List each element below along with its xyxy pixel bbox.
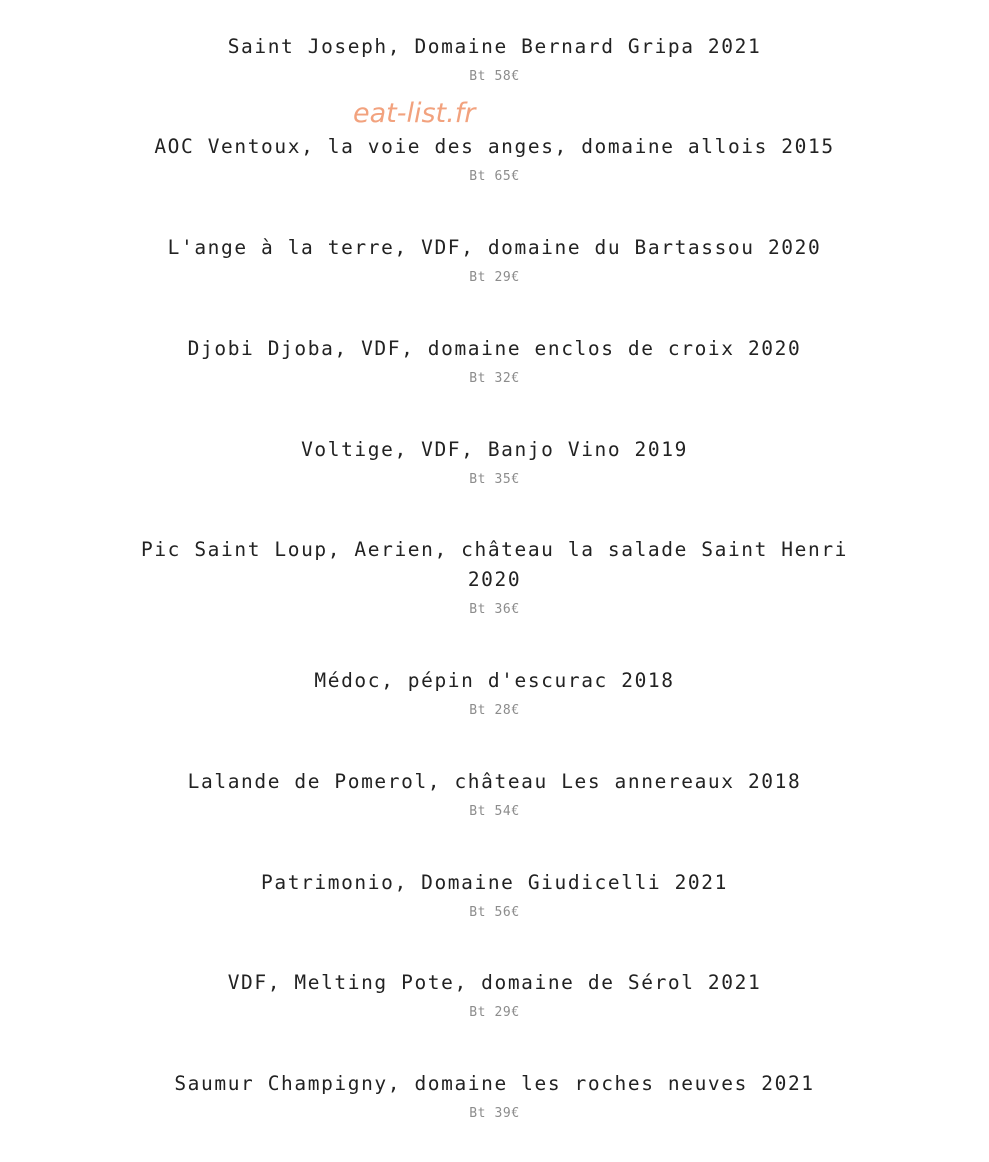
wine-price: Bt 35€ xyxy=(469,472,520,487)
list-item xyxy=(0,968,989,1023)
watermark-logo: eat-list.fr xyxy=(353,98,476,129)
wine-price: Bt 39€ xyxy=(469,1106,520,1121)
wine-name: Saumur Champigny, domaine les roches neuves 2021 xyxy=(174,1072,815,1095)
wine-price: Bt 36€ xyxy=(469,602,520,617)
wine-price: Bt 65€ xyxy=(469,169,520,184)
wine-price: Bt 56€ xyxy=(469,905,520,920)
wine-name: Saint Joseph, Domaine Bernard Gripa 2021 xyxy=(227,35,762,58)
list-item xyxy=(0,435,989,490)
list-item xyxy=(0,32,989,87)
wine-name: Pic Saint Loup, Aerien, château la salade Saint Henri 2020 xyxy=(140,538,849,591)
list-item xyxy=(0,666,989,721)
list-item xyxy=(0,1069,989,1124)
wine-price: Bt 32€ xyxy=(469,371,520,386)
wine-price: Bt 58€ xyxy=(469,69,520,84)
wine-name: L'ange à la terre, VDF, domaine du Bartassou 2020 xyxy=(167,236,822,259)
wine-price: Bt 29€ xyxy=(469,270,520,285)
list-item xyxy=(0,767,989,822)
wine-price: Bt 29€ xyxy=(469,1005,520,1020)
wine-name: VDF, Melting Pote, domaine de Sérol 2021 xyxy=(227,971,762,994)
list-item xyxy=(0,233,989,288)
wine-price: Bt 28€ xyxy=(469,703,520,718)
list-item xyxy=(0,132,989,187)
list-item xyxy=(0,334,989,389)
list-item xyxy=(0,535,989,620)
wine-name: Djobi Djoba, VDF, domaine enclos de croix 2020 xyxy=(187,337,802,360)
wine-name: Voltige, VDF, Banjo Vino 2019 xyxy=(301,438,688,461)
wine-name: Patrimonio, Domaine Giudicelli 2021 xyxy=(261,871,728,894)
list-item xyxy=(0,868,989,923)
wine-name: Lalande de Pomerol, château Les annereaux 2018 xyxy=(187,770,802,793)
wine-name: AOC Ventoux, la voie des anges, domaine allois 2015 xyxy=(154,135,835,158)
wine-name: Médoc, pépin d'escurac 2018 xyxy=(314,669,675,692)
wine-price: Bt 54€ xyxy=(469,804,520,819)
